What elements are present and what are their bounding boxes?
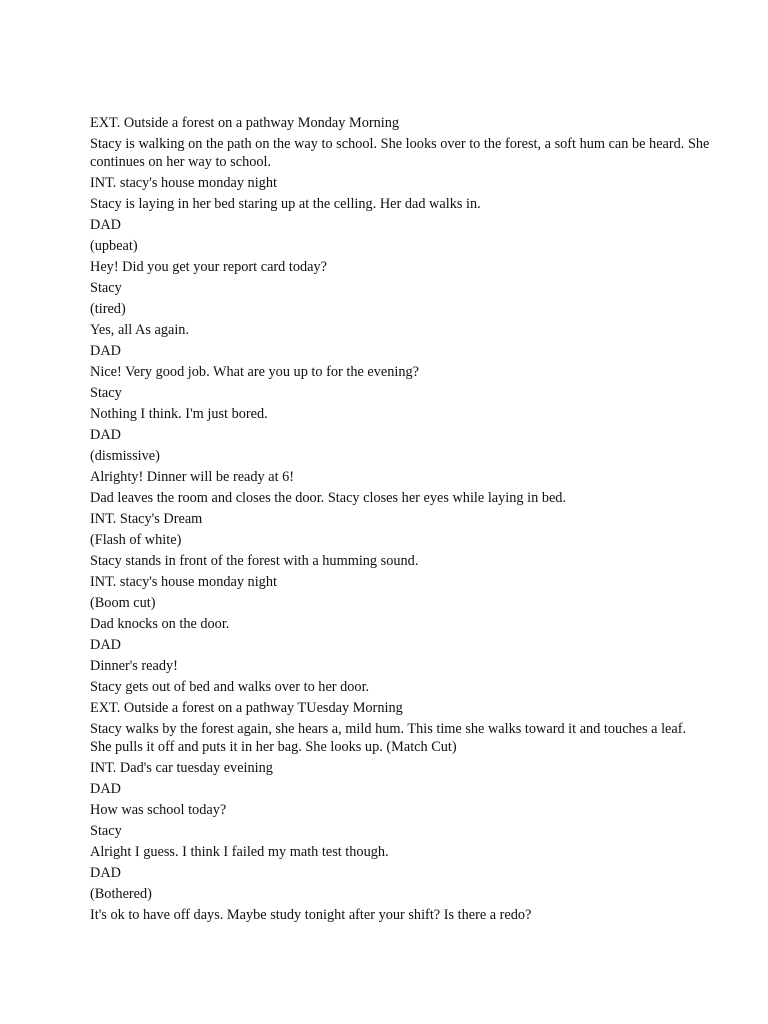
- parenthetical: (Bothered): [90, 886, 152, 902]
- character-name: DAD: [90, 781, 121, 797]
- character-name: DAD: [90, 217, 121, 233]
- action-line: Stacy gets out of bed and walks over to her door.: [90, 679, 370, 695]
- dialogue-line: Yes, all As again.: [90, 322, 190, 338]
- scene-heading: EXT. Outside a forest on a pathway Monday Morning: [90, 115, 400, 131]
- scene-heading: INT. stacy's house monday night: [90, 175, 277, 191]
- dialogue-line: Nice! Very good job. What are you up to for the evening?: [90, 364, 419, 380]
- action-line: Stacy is walking on the path on the way to school. She looks over to the forest, a soft hum can be heard. She continues on her way to school.: [90, 136, 710, 170]
- character-name: DAD: [90, 343, 121, 359]
- scene-heading: INT. Dad's car tuesday eveining: [90, 760, 273, 776]
- parenthetical: (Boom cut): [90, 595, 156, 611]
- parenthetical: (upbeat): [90, 238, 138, 254]
- action-line: Stacy is laying in her bed staring up at the celling. Her dad walks in.: [90, 196, 481, 212]
- dialogue-line: Nothing I think. I'm just bored.: [90, 406, 268, 422]
- parenthetical: (dismissive): [90, 448, 160, 464]
- parenthetical: (Flash of white): [90, 532, 182, 548]
- character-name: DAD: [90, 427, 121, 443]
- character-name: Stacy: [90, 385, 122, 401]
- dialogue-line: Dinner's ready!: [90, 658, 178, 674]
- character-name: Stacy: [90, 823, 122, 839]
- action-line: Dad leaves the room and closes the door. Stacy closes her eyes while laying in bed.: [90, 490, 567, 506]
- dialogue-line: Alrighty! Dinner will be ready at 6!: [90, 469, 295, 485]
- scene-heading: EXT. Outside a forest on a pathway TUesday Morning: [90, 700, 403, 716]
- dialogue-line: Hey! Did you get your report card today?: [90, 259, 328, 275]
- scene-heading: INT. Stacy's Dream: [90, 511, 203, 527]
- character-name: Stacy: [90, 280, 122, 296]
- character-name: DAD: [90, 865, 121, 881]
- action-line: Stacy walks by the forest again, she hears a, mild hum. This time she walks toward it and touches a leaf. She pulls it off and puts it in her bag. She looks up. (Match Cut): [90, 721, 687, 755]
- character-name: DAD: [90, 637, 121, 653]
- script-body: [90, 114, 710, 927]
- dialogue-line: It's ok to have off days. Maybe study tonight after your shift? Is there a redo?: [90, 907, 532, 923]
- parenthetical: (tired): [90, 301, 126, 317]
- action-line: Stacy stands in front of the forest with a humming sound.: [90, 553, 419, 569]
- dialogue-line: Alright I guess. I think I failed my math test though.: [90, 844, 389, 860]
- action-line: Dad knocks on the door.: [90, 616, 230, 632]
- dialogue-line: How was school today?: [90, 802, 227, 818]
- scene-heading: INT. stacy's house monday night: [90, 574, 277, 590]
